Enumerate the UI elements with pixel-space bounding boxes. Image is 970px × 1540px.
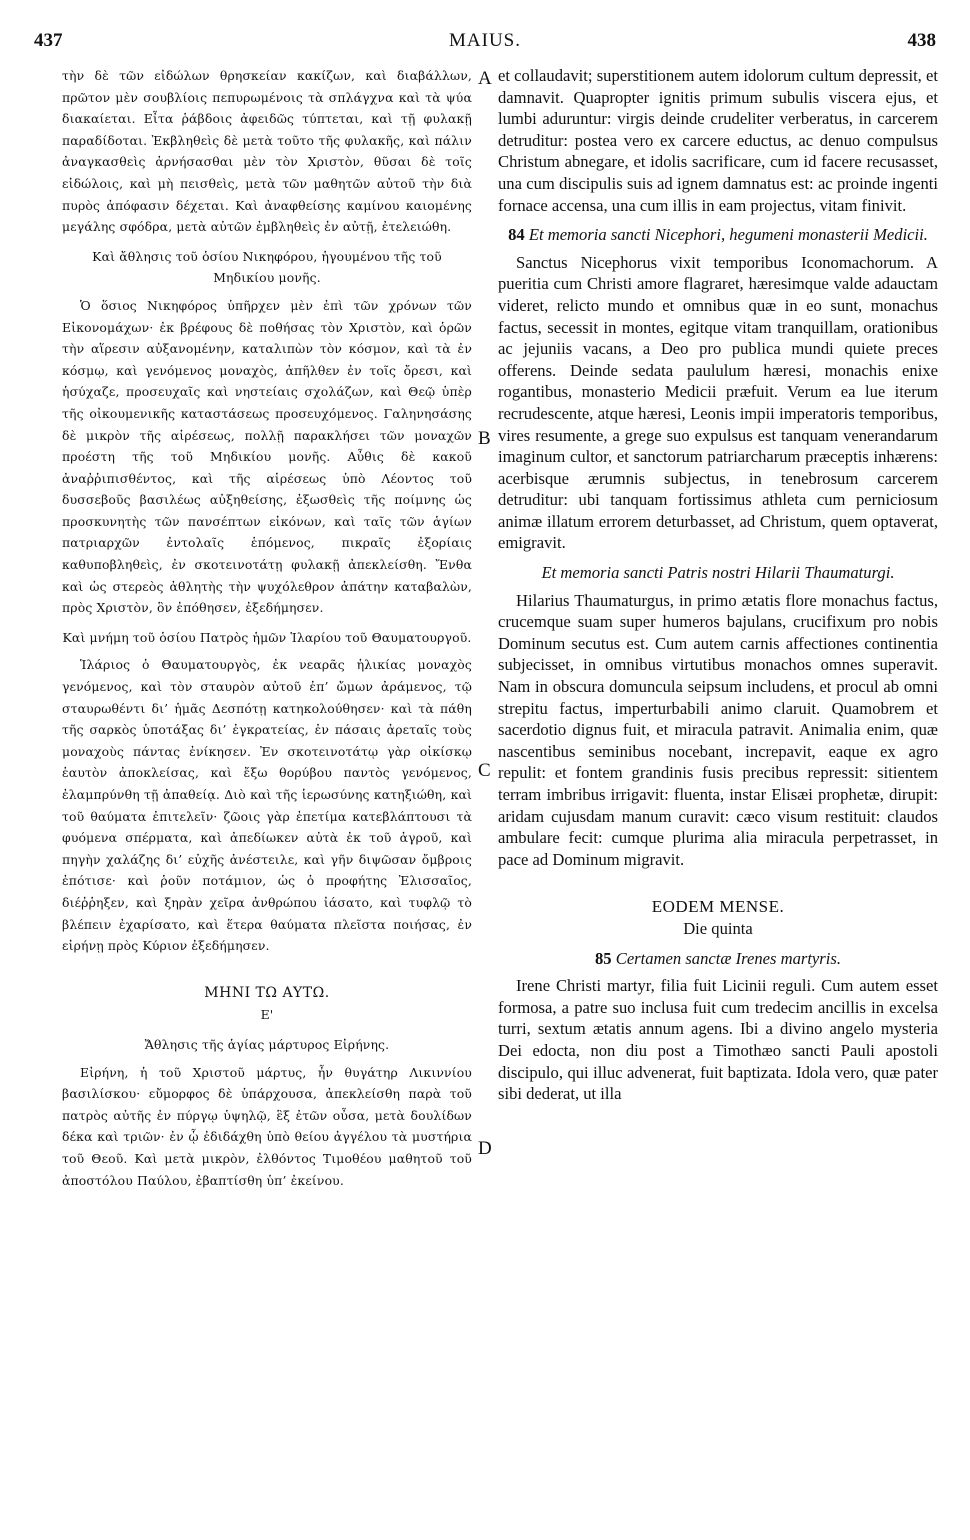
margin-letter-a: A [478,68,492,89]
latin-heading-irene-text: Certamen sanctæ Irenes martyris. [615,948,841,968]
latin-paragraph-hilarius: Hilarius Thaumaturgus, in primo ætatis flore monachus factus, crucemque suam super humeros bajulans, crucifixum pro nobis Dominum secutus est. Cum autem carnis affectiones continentia subjecisset, in omnibus virtutibus monachos omnes superavit. Nam in obscura domuncula seipsum includens, et procul ab omni strepitu factus, imperturbabili animo claruit. Quamobrem et sacerdotio dignus fuit, et miracula patravit. Animalia enim, quæ nascentibus seminibus nocebant, increpavit, eaque ex agro repulit: et fontem grandinis fusis precibus repressit: sitientem terram imbribus irrigavit: fluenta, instar Elisæi prophetæ, dirupit: aridam cujusdam manum curavit: cæco visum restituit: claudos ambulare fecit: cumque plurima alia miracula perpetrasset, in pace ad Dominum migravit. [498,590,938,869]
greek-paragraph-irene: Εἰρήνη, ἡ τοῦ Χριστοῦ μάρτυς, ἦν θυγάτηρ Λικιννίου βασιλίσκου· εὔμορφος δὲ ὑπάρχουσα, ἀπεκλείσθη παρὰ τοῦ πατρὸς αὐτῆς ἐν πύργῳ ὑψηλῷ, ἓξ ἐτῶν οὖσα, μετὰ δουλίδων δέκα καὶ τριῶν· ἐν ᾧ ἐδιδάχθη ὑπὸ θείου ἀγγέλου τὰ μυστήρια τοῦ Θεοῦ. Καὶ μετὰ μικρὸν, ἐλθόντος Τιμοθέου μαθητοῦ τοῦ ἀποστόλου Παύλου, ἐβαπτίσθη ὑπ’ ἐκείνου. [62,1064,472,1188]
running-title: MAIUS. [449,30,521,51]
greek-day-heading: Ε' [260,1007,274,1023]
margin-letter-b: B [478,428,491,449]
greek-heading-irene: Ἄθλησις τῆς ἁγίας μάρτυρος Εἰρήνης. [144,1036,390,1052]
greek-month-heading: ΜΗΝΙ ΤΩ ΑΥΤΩ. [204,984,330,1001]
latin-heading-hilarius [498,562,938,584]
latin-paragraph-1: et collaudavit; superstitionem autem idolorum cultum depressit, et damnavit. Quapropter ignitis primum subulis viscera ejus, et lumbi aduruntur: virgis deinde crudeliter verberatus, in carcerem detruditur: postea vero ex carcere eductus, ac denuo compulsus Christum abnegare, et idolis sacrificare, cum id facere recusasset, una cum discipulis suis ad ignem damnatus est: ac proinde ingenti fornace accensa, una cum illis in eam projectus, vitam finivit. [498,66,938,215]
latin-month-heading: EODEM MENSE. [651,897,785,917]
latin-heading-nicephorus [498,224,938,246]
section-number-85: 85 [595,948,612,968]
greek-paragraph-nicephorus: Ὁ ὅσιος Νικηφόρος ὑπῆρχεν μὲν ἐπὶ τῶν χρόνων τῶν Εἰκονομάχων· ἐκ βρέφους δὲ ποθήσας τὸν Χριστὸν, καὶ ὁρῶν τὴν αἵρεσιν αὐξανομένην, καταλιπὼν τὸν κόσμον, καὶ τὰ ἐν κόσμῳ, καὶ γενόμενος μοναχὸς, ἀπῆλθεν ἐν τοῖς ὄρεσι, καὶ ἡσύχαζε, προσευχαῖς καὶ νηστείαις σχολάζων, καὶ Θεῷ ὑπὲρ τῆς οἰκουμενικῆς καταστάσεως προσευχόμενος. Γαληνησάσης δὲ μικρὸν τῆς αἱρέσεως, πολλῇ παρακλήσει τῶν μοναχῶν προέστη τῆς τοῦ Μηδικίου μονῆς. Αὖθις δὲ κακοῦ ἀναῤῥιπισθέντος, καὶ τῆς αἱρέσεως ὑπὸ Λέοντος τοῦ δυσσεβοῦς βασιλέως αὐξηθείσης, ἐξωσθεὶς τῆς ποίμνης ὡς προσκυνητὴς τῶν πανσέπτων εἰκόνων, καὶ ταῖς τῶν ἁγίων πατριαρχῶν ἐντολαῖς ἑπόμενος, πικραῖς ἐξορίαις καθυποβληθεὶς, ἐν σκοτεινοτάτῃ φυλακῇ ἀπεκλείσθη. Ἔνθα καὶ ὡς στερεὸς ἀθλητὴς τὴν ψυχόλεθρον ἀπάτην καταβαλὼν, πρὸς Χριστὸν, ὃν ἐπόθησεν, ἐξεδήμησεν. [62,297,472,616]
greek-heading-hilarius: Καὶ μνήμη τοῦ ὁσίου Πατρὸς ἡμῶν Ἱλαρίου τοῦ Θαυματουργοῦ. [62,629,472,645]
margin-letter-c: C [478,760,491,781]
latin-day-heading: Die quinta [683,918,753,938]
page-number-left: 437 [34,30,63,51]
greek-paragraph-1: τὴν δὲ τῶν εἰδώλων θρησκείαν κακίζων, καὶ διαβάλλων, πρῶτον μὲν σουβλίοις πεπυρωμένοις τὰ σπλάγχνα καὶ τὰ ψύα διακαίεται. Εἶτα ῥάβδοις ἀφειδῶς τύπτεται, καὶ τῇ φυλακῇ παραδίδοται. Ἐκβληθεὶς δὲ μετὰ τοῦτο τῆς φυλακῆς, καὶ πάλιν ἀναγκασθεὶς ἀρνήσασθαι μὲν τὸν Χριστὸν, θῦσαι δὲ τοῖς εἰδώλοις, καὶ μὴ πεισθεὶς, μετὰ τῶν μαθητῶν αὐτοῦ τὴν διὰ πυρὸς ἀπόφασιν δέχεται. Καὶ ἀναφθείσης καμίνου καιομένης μεγάλης σφόδρα, μετὰ αὐτῶν ἐμβληθεὶς ἐν αὐτῇ, ἐτελειώθη. [62,68,472,235]
greek-paragraph-hilarius: Ἱλάριος ὁ Θαυματουργὸς, ἐκ νεαρᾶς ἡλικίας μοναχὸς γενόμενος, καὶ τὸν σταυρὸν αὐτοῦ ἐπ’ ὤμων ἀράμενος, τῷ σταυρωθέντι δι’ ἡμᾶς Δεσπότῃ κατηκολούθησεν· καὶ τὰ πάθη τῆς σαρκὸς ὑποτάξας δι’ ἐγκρατείας, ἐν πάσαις ἀρεταῖς τοὺς μοναχοὺς πάντας ἐνίκησεν. Ἐν σκοτεινοτάτῳ γὰρ οἰκίσκῳ ἑαυτὸν ἀποκλείσας, καὶ ἔξω θορύβου παντὸς γενόμενος, ἐλαμπρύνθη τῇ ἀπαθείᾳ. Διὸ καὶ τῆς ἱερωσύνης κατηξιώθη, καὶ τοῦ θαύματα ἐπιτελεῖν· ζῶοις γὰρ ἐπετίμα κατεβλάπτουσι τὰ φυόμενα σπέρματα, καὶ ἀπεδίωκεν αὐτὰ ἐκ τοῦ ἀγροῦ, καὶ πηγὴν χαλάζης δι’ εὐχῆς ἀνέστειλε, καὶ γῆν διψῶσαν ὄμβροις ἐπότισε· καὶ ῥοῦν ποτάμιον, ὡς ὁ προφήτης Ἐλισσαῖος, διέῤῥηξεν, καὶ ξηρὰν χεῖρα ἀνθρώπου ἰάσατο, καὶ τυφλῷ τὸ βλέπειν ἐχαρίσατο, καὶ ἕτερα θαύματα πλεῖστα ποιήσας, ἐν εἰρήνῃ πρὸς Κύριον ἐξεδήμησεν. [62,657,472,954]
latin-paragraph-nicephorus: Sanctus Nicephorus vixit temporibus Iconomachorum. A pueritia cum Christi amore flagraret, hæresimque valde adauctam videret, relicto mundo et omnibus quæ in eo sunt, monachus factus, secessit in montes, egitque vitam tranquillam, orationibus ac jejuniis vacans, a Deo pro publica mundi quiete preces offerens. Deinde sedata paululum hæresi, monachis enixe rogantibus, monasterio Medicii præfuit. Verum ea lue iterum recrudescente, atque hæresi, Leonis impii imperatoris temporibus, vires resumente, a grege suo expulsus est tanquam venerandarum imaginum cultor, et sanctorum patriarcharum præceptis inhærens: acerbisque ærumnis subjectus, in tenebrosum carcerem detruditur: ubi tanquam fortissimus athleta cum perniciosum animæ illatum errorem deturbasset, ad Christum, quem optaverat, emigravit. [498,252,938,553]
greek-heading-nicephorus: Καὶ ἄθλησις τοῦ ὁσίου Νικηφόρου, ἡγουμένου τῆς τοῦ Μηδικίου μονῆς. [92,248,442,286]
latin-heading-hilarius-text: Et memoria sancti Patris nostri Hilarii Thaumaturgi. [541,563,895,583]
section-number-84: 84 [508,225,525,245]
latin-heading-irene [498,948,938,970]
latin-heading-nicephorus-text: Et memoria sancti Nicephori, hegumeni monasterii Medicii. [528,225,928,245]
page-number-right: 438 [907,30,936,51]
greek-column [62,65,472,1191]
latin-column [498,65,938,1105]
latin-paragraph-irene: Irene Christi martyr, filia fuit Licinii reguli. Cum autem esset formosa, a patre suo inclusa fuit cum tredecim ancillis in excelsa turri, sextum ætatis annum agens. Ibi a divino angelo mysteria Dei edocta, non diu post a Timothæo sancti Pauli apostoli discipulo, qui illuc advenerat, fuit baptizata. Idola vero, quæ pater sibi dederat, ut illa [498,976,938,1104]
page-header [34,30,936,60]
margin-letter-d: D [478,1138,492,1159]
